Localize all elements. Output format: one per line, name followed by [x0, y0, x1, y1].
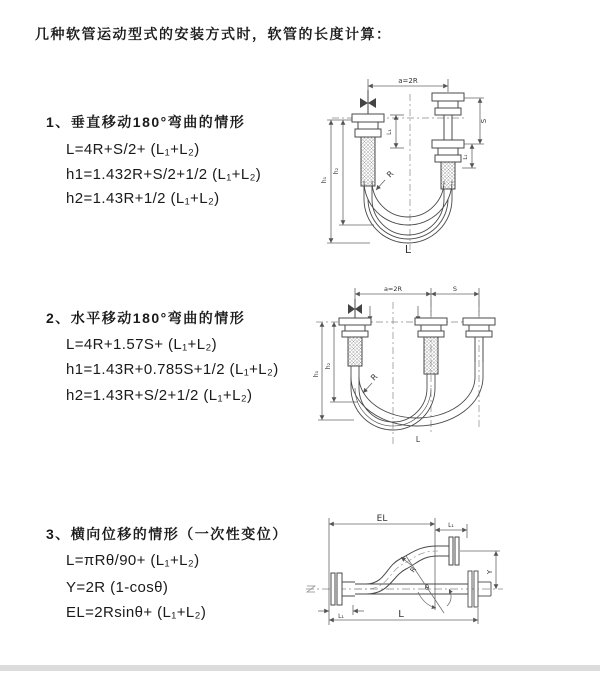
- valve-icon: [348, 299, 362, 320]
- dim-label-s: S: [480, 118, 488, 124]
- hose-u-bends: [364, 181, 452, 243]
- diagram-lateral-displacement: [298, 498, 598, 638]
- pipe-fittings: [339, 318, 495, 374]
- dim-label-el: EL: [376, 514, 388, 524]
- diagram3-dimensions: [318, 518, 500, 625]
- hose-u-bends: [351, 362, 483, 430]
- dim-label-h1: h₁: [313, 370, 320, 378]
- dim-label-y: Y: [486, 569, 494, 575]
- section-3-formula-L: L=πRθ/90+ (L₁+L₂): [66, 552, 200, 569]
- section-3-formula-Y: Y=2R (1-cosθ): [66, 579, 169, 596]
- section-2-formula-L: L=4R+1.57S+ (L₁+L₂): [66, 336, 218, 353]
- diagram-vertical-180-bend: [312, 68, 592, 258]
- section-2-formula-h1: h1=1.43R+0.785S+1/2 (L₁+L₂): [66, 361, 279, 378]
- valve-icon: [360, 90, 376, 115]
- diagram3-centerline: [306, 586, 503, 592]
- diagram-horizontal-180-bend: [308, 282, 598, 457]
- dim-label-l: L: [415, 435, 421, 444]
- section-1-heading: 1、垂直移动180°弯曲的情形: [46, 114, 246, 130]
- pipe-fittings: [352, 93, 464, 189]
- dim-label-r: R: [408, 565, 419, 575]
- dim-label-l1-right: L₁: [463, 154, 469, 160]
- dim-label-h1: h₁: [321, 176, 328, 184]
- dim-label-h2: h₂: [325, 362, 332, 370]
- section-2-heading: 2、水平移动180°弯曲的情形: [46, 310, 246, 326]
- section-1-formula-L: L=4R+S/2+ (L₁+L₂): [66, 141, 200, 158]
- dim-label-l1-left: L₁: [386, 129, 393, 135]
- page-bottom-edge: [0, 665, 600, 671]
- section-2-formula-h2: h2=1.43R+S/2+1/2 (L₁+L₂): [66, 387, 253, 404]
- dim-label-s: S: [452, 285, 458, 293]
- section-1-formula-h1: h1=1.432R+S/2+1/2 (L₁+L₂): [66, 166, 262, 183]
- dim-label-l1-top: L₁: [448, 522, 454, 529]
- dim-label-l: L: [404, 243, 412, 256]
- dim-label-theta: θ: [424, 584, 430, 592]
- section-3-formula-EL: EL=2Rsinθ+ (L₁+L₂): [66, 604, 207, 621]
- page-title: 几种软管运动型式的安装方式时，软管的长度计算：: [35, 26, 392, 42]
- dim-label-a2r: a=2R: [383, 285, 403, 293]
- dim-label-h2: h₂: [333, 167, 340, 175]
- dim-label-r: R: [385, 169, 396, 180]
- section-1-formula-h2: h2=1.43R+1/2 (L₁+L₂): [66, 190, 220, 207]
- dim-label-l: L: [398, 609, 404, 620]
- diagram2-dimensions: [318, 288, 479, 420]
- section-3-heading: 3、横向位移的情形（一次性变位）: [46, 526, 288, 542]
- dim-label-r: R: [369, 372, 380, 383]
- dim-label-a2r: a=2R: [398, 77, 418, 85]
- dim-label-l1-left: L₁: [338, 613, 344, 620]
- hose-s-curve: [331, 537, 459, 605]
